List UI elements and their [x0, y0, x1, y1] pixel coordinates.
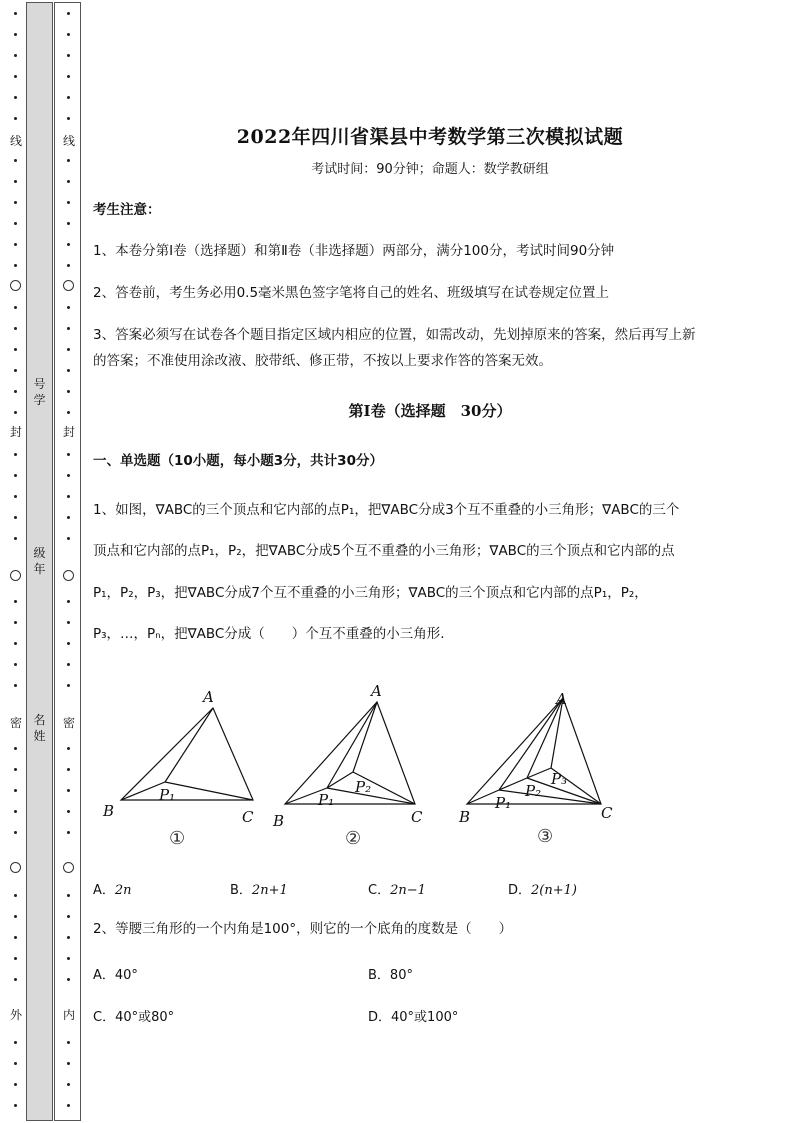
- fig3-label-c: C: [601, 804, 613, 822]
- inner-dot: [67, 810, 70, 813]
- outer-dot: [14, 54, 17, 57]
- inner-cut-mark: 封: [62, 425, 75, 439]
- inner-circle-mark: [63, 280, 74, 291]
- outer-dot: [14, 453, 17, 456]
- outer-dot: [14, 831, 17, 834]
- inner-dot: [67, 831, 70, 834]
- inner-dot: [67, 180, 70, 183]
- outer-dot: [14, 348, 17, 351]
- inner-dot: [67, 411, 70, 414]
- inner-circle-mark: [63, 570, 74, 581]
- outer-dot: [14, 1104, 17, 1107]
- inner-dot: [67, 12, 70, 15]
- outer-dot: [14, 789, 17, 792]
- outer-dot: [14, 411, 17, 414]
- fig3-line: [499, 790, 601, 804]
- fig3-label-p1: P₁: [495, 794, 512, 812]
- fig3-label-b: B: [459, 808, 471, 826]
- outer-dot: [14, 621, 17, 624]
- notice-item-3: 3、答案必须写在试卷各个题目指定区域内相应的位置，如需改动，先划掉原来的答案，然后再写上新: [93, 327, 696, 343]
- outer-dot: [14, 390, 17, 393]
- inner-cut-mark: 内: [62, 1008, 75, 1022]
- fig2-label-c: C: [411, 808, 423, 826]
- fig2-line: [327, 702, 377, 788]
- fig3-label-a: A: [556, 690, 567, 708]
- q2-option-b[interactable]: B．80°: [368, 968, 413, 983]
- inner-dot: [67, 453, 70, 456]
- fig1-label-c: C: [242, 808, 254, 826]
- outer-dot: [14, 180, 17, 183]
- inner-dot: [67, 978, 70, 981]
- q2-stem: 2、等腰三角形的一个内角是100°，则它的一个底角的度数是（ ）: [93, 921, 513, 937]
- inner-dot: [67, 327, 70, 330]
- outer-dot: [14, 810, 17, 813]
- q1-option-b[interactable]: B．2n+1: [230, 883, 288, 898]
- inner-dot: [67, 957, 70, 960]
- inner-dot: [67, 75, 70, 78]
- outer-dot: [14, 33, 17, 36]
- inner-dot: [67, 768, 70, 771]
- inner-circle-mark: [63, 862, 74, 873]
- notice-heading: 考生注意：: [93, 202, 161, 218]
- outer-dot: [14, 1041, 17, 1044]
- outer-dot: [14, 96, 17, 99]
- name-field: 名 姓: [33, 713, 46, 743]
- part-title: 一、单选题（10小题，每小题3分，共计30分）: [93, 453, 383, 469]
- fig2-label-a: A: [371, 682, 382, 700]
- inner-dot: [67, 474, 70, 477]
- inner-dot: [67, 894, 70, 897]
- inner-dot: [67, 390, 70, 393]
- outer-dot: [14, 684, 17, 687]
- q1-option-d[interactable]: D．2(n+1): [508, 883, 577, 898]
- q2-option-c[interactable]: C．40°或80°: [93, 1010, 175, 1025]
- inner-dotted-line: [63, 0, 75, 1123]
- outer-dotted-line: [10, 0, 22, 1123]
- inner-dot: [67, 1104, 70, 1107]
- outer-dot: [14, 306, 17, 309]
- q2-option-d[interactable]: D．40°或100°: [368, 1010, 459, 1025]
- outer-dot: [14, 264, 17, 267]
- outer-dot: [14, 1062, 17, 1065]
- inner-dot: [67, 495, 70, 498]
- inner-dot: [67, 306, 70, 309]
- outer-dot: [14, 663, 17, 666]
- outer-dot: [14, 12, 17, 15]
- inner-dot: [67, 537, 70, 540]
- outer-dot: [14, 957, 17, 960]
- inner-dot: [67, 621, 70, 624]
- inner-dot: [67, 243, 70, 246]
- outer-cut-mark: 线: [9, 134, 22, 148]
- inner-dot: [67, 264, 70, 267]
- outer-dot: [14, 369, 17, 372]
- fig1-line: [165, 708, 213, 782]
- inner-dot: [67, 789, 70, 792]
- fig1-label-a: A: [203, 688, 214, 706]
- fig1-number: ①: [169, 828, 186, 849]
- inner-dot: [67, 348, 70, 351]
- inner-dot: [67, 222, 70, 225]
- outer-dot: [14, 747, 17, 750]
- q1-option-c[interactable]: C．2n−1: [368, 883, 426, 898]
- fig3-label-p3: P₃: [551, 770, 568, 788]
- fig2-line: [327, 772, 353, 788]
- outer-dot: [14, 201, 17, 204]
- inner-cut-mark: 线: [62, 134, 75, 148]
- outer-circle-mark: [10, 280, 21, 291]
- fig2-label-p2: P₂: [355, 778, 372, 796]
- fig3-number: ③: [537, 826, 554, 847]
- outer-dot: [14, 936, 17, 939]
- inner-dot: [67, 96, 70, 99]
- outer-dot: [14, 978, 17, 981]
- fig1-label-b: B: [103, 802, 115, 820]
- outer-dot: [14, 600, 17, 603]
- outer-dot: [14, 516, 17, 519]
- fig3-line: [527, 698, 563, 778]
- inner-dot: [67, 201, 70, 204]
- inner-dot: [67, 936, 70, 939]
- outer-cut-mark: 封: [9, 425, 22, 439]
- inner-dot: [67, 117, 70, 120]
- grade-field: 级 年: [33, 546, 46, 576]
- inner-dot: [67, 516, 70, 519]
- q1-line-4: P₃，…，Pₙ，把∇ABC分成（ ）个互不重叠的小三角形.: [93, 626, 445, 642]
- outer-dot: [14, 915, 17, 918]
- notice-item-1: 1、本卷分第I卷（选择题）和第Ⅱ卷（非选择题）两部分，满分100分，考试时间90分钟: [93, 243, 615, 259]
- fig1-line: [165, 782, 253, 800]
- outer-dot: [14, 243, 17, 246]
- outer-dot: [14, 537, 17, 540]
- outer-dot: [14, 768, 17, 771]
- inner-dot: [67, 1083, 70, 1086]
- outer-dot: [14, 159, 17, 162]
- q1-option-a[interactable]: A．2n: [93, 883, 132, 898]
- exam-title: 2022年四川省渠县中考数学第三次模拟试题: [236, 126, 624, 148]
- notice-item-2: 2、答卷前，考生务必用0.5毫米黑色签字笔将自己的姓名、班级填写在试卷规定位置上: [93, 285, 610, 301]
- q1-figures: [95, 680, 635, 855]
- inner-dot: [67, 600, 70, 603]
- fig2-number: ②: [345, 828, 362, 849]
- student-id-field: 号 学: [33, 377, 46, 407]
- outer-circle-mark: [10, 862, 21, 873]
- q1-line-2: 顶点和它内部的点P₁，P₂，把∇ABC分成5个互不重叠的小三角形；∇ABC的三个顶点和它内部的点: [93, 543, 675, 559]
- outer-dot: [14, 642, 17, 645]
- outer-dot: [14, 495, 17, 498]
- inner-dot: [67, 1062, 70, 1065]
- outer-cut-mark: 外: [9, 1008, 22, 1022]
- fig2-label-b: B: [273, 812, 285, 830]
- outer-dot: [14, 1083, 17, 1086]
- inner-dot: [67, 663, 70, 666]
- inner-dot: [67, 159, 70, 162]
- inner-dot: [67, 747, 70, 750]
- inner-dot: [67, 642, 70, 645]
- outer-dot: [14, 117, 17, 120]
- outer-dot: [14, 75, 17, 78]
- inner-dot: [67, 33, 70, 36]
- outer-dot: [14, 222, 17, 225]
- q1-line-3: P₁，P₂，P₃，把∇ABC分成7个互不重叠的小三角形；∇ABC的三个顶点和它内部的点P₁，P₂，: [93, 585, 648, 601]
- inner-dot: [67, 54, 70, 57]
- fig2-triangle: [285, 702, 415, 804]
- outer-cut-mark: 密: [9, 716, 22, 730]
- outer-circle-mark: [10, 570, 21, 581]
- fig2-label-p1: P₁: [318, 791, 335, 809]
- fig1-label-p1: P₁: [159, 786, 176, 804]
- q2-option-a[interactable]: A．40°: [93, 968, 138, 983]
- inner-dot: [67, 915, 70, 918]
- q1-line-1: 1、如图，∇ABC的三个顶点和它内部的点P₁，把∇ABC分成3个互不重叠的小三角形；∇ABC的三个: [93, 502, 680, 518]
- inner-dot: [67, 1041, 70, 1044]
- inner-cut-mark: 密: [62, 716, 75, 730]
- notice-item-3-cont: 的答案；不准使用涂改液、胶带纸、修正带，不按以上要求作答的答案无效。: [93, 353, 552, 369]
- outer-dot: [14, 327, 17, 330]
- inner-dot: [67, 684, 70, 687]
- exam-subtitle: 考试时间：90分钟；命题人：数学教研组: [311, 162, 549, 177]
- section-title: 第I卷（选择题 30分）: [348, 402, 512, 420]
- outer-dot: [14, 474, 17, 477]
- inner-dot: [67, 369, 70, 372]
- outer-dot: [14, 894, 17, 897]
- fig3-label-p2: P₂: [525, 782, 542, 800]
